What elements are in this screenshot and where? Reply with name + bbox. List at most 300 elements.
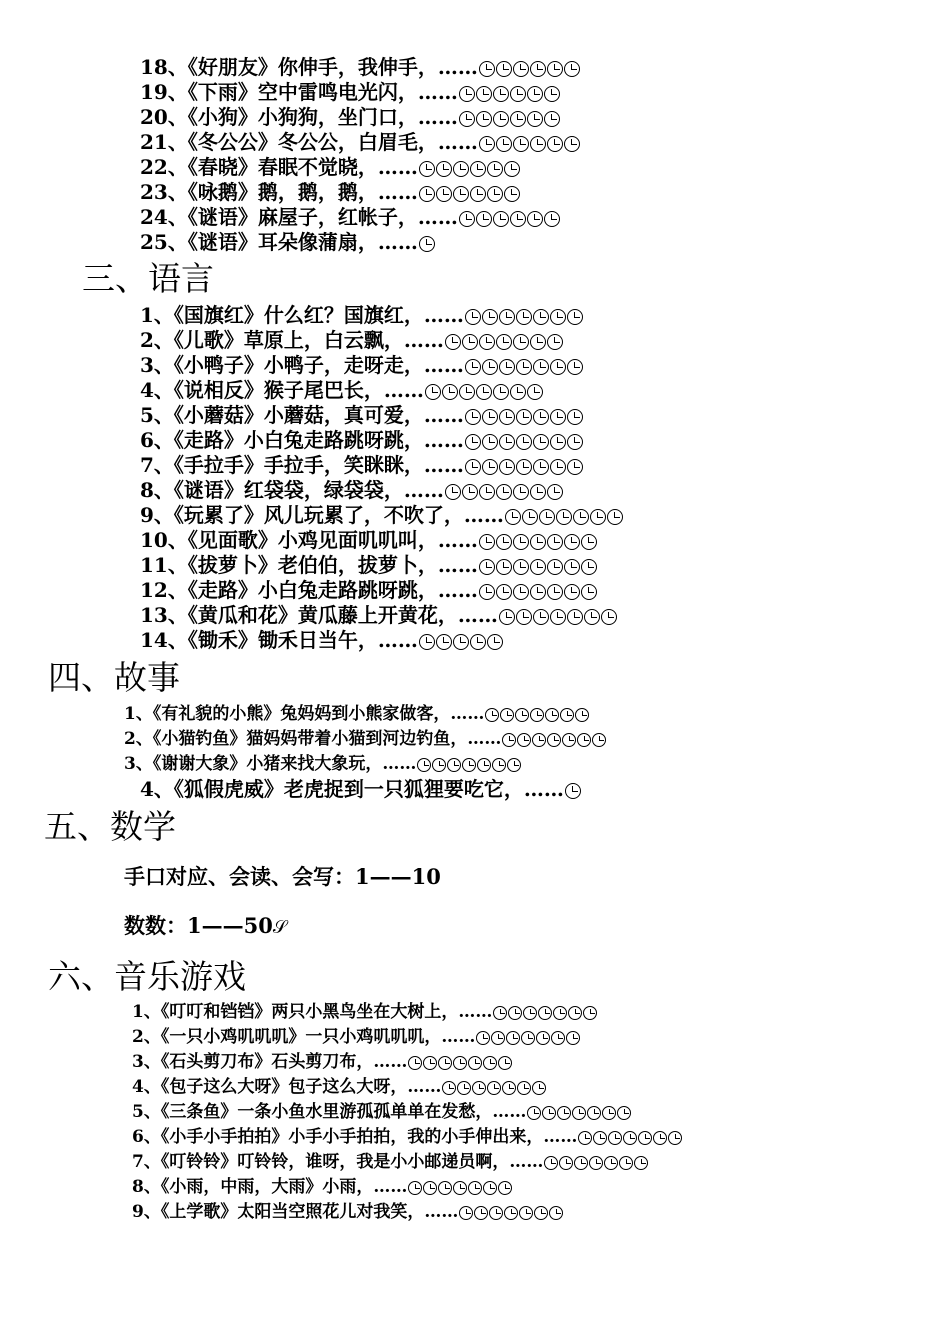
clock-icon [567,359,583,375]
clock-icon [572,1106,586,1120]
clock-icon [432,758,446,772]
clock-icon [474,1206,488,1220]
clock-icon-group [418,182,520,202]
clock-icon [567,609,583,625]
clock-icon [479,534,495,550]
clock-icon [487,634,503,650]
clock-icon [634,1156,648,1170]
clock-icon [607,509,623,525]
clock-icon [517,733,531,747]
clock-icon-group [478,57,580,77]
clock-icon [453,634,469,650]
clock-icon-group [458,207,560,227]
clock-icon [500,708,514,722]
clock-icon [533,359,549,375]
clock-icon [425,384,441,400]
clock-icon [436,634,452,650]
clock-icon [530,61,546,77]
clock-icon-group [464,305,583,325]
list-item: 3、《谢谢大象》小猪来找大象玩，…… [124,756,521,773]
clock-icon [550,609,566,625]
clock-icon [567,409,583,425]
clock-icon [560,708,574,722]
clock-icon [493,384,509,400]
clock-icon [423,1181,437,1195]
clock-icon [504,161,520,177]
clock-icon [547,334,563,350]
clock-icon [564,559,580,575]
clock-icon [496,61,512,77]
clock-icon [489,1206,503,1220]
clock-icon [590,509,606,525]
clock-icon [513,484,529,500]
clock-icon [550,409,566,425]
clock-icon [581,559,597,575]
clock-icon [583,1006,597,1020]
clock-icon [527,111,543,127]
clock-icon [485,708,499,722]
clock-icon [479,584,495,600]
clock-icon [542,1106,556,1120]
clock-icon [482,409,498,425]
clock-icon [465,459,481,475]
clock-icon [465,409,481,425]
clock-icon [530,334,546,350]
clock-icon [550,309,566,325]
clock-icon [436,161,452,177]
clock-icon [465,309,481,325]
clock-icon [527,86,543,102]
list-item: 14、《锄禾》锄禾日当午，…… [140,630,503,650]
section-heading-story: 四、故事 [48,658,180,697]
clock-icon [508,1006,522,1020]
clock-icon [447,758,461,772]
clock-icon [499,309,515,325]
clock-icon [506,1031,520,1045]
clock-icon [479,484,495,500]
clock-icon [479,559,495,575]
clock-icon [544,1156,558,1170]
list-item: 1、《国旗红》什么红？国旗红，…… [140,305,583,325]
clock-icon [493,1006,507,1020]
clock-icon [499,609,515,625]
clock-icon [556,509,572,525]
list-item: 5、《小蘑菇》小蘑菇，真可爱，…… [140,405,583,425]
clock-icon [476,211,492,227]
clock-icon [408,1056,422,1070]
clock-icon-group [407,1179,512,1196]
clock-icon [453,161,469,177]
clock-icon-group [498,605,617,625]
clock-icon [653,1131,667,1145]
list-item: 2、《儿歌》草原上，白云飘，…… [140,330,563,350]
clock-icon [419,236,435,252]
clock-icon [513,136,529,152]
list-item: 13、《黄瓜和花》黄瓜藤上开黄花，…… [140,605,617,625]
clock-icon [487,186,503,202]
clock-icon [581,584,597,600]
clock-icon [549,1206,563,1220]
clock-icon [483,1056,497,1070]
clock-icon [516,309,532,325]
clock-icon [482,359,498,375]
clock-icon-group [526,1104,631,1121]
clock-icon [521,1031,535,1045]
list-item: 4、《狐假虎威》老虎捉到一只狐狸要吃它，…… [140,779,581,799]
clock-icon [470,634,486,650]
clock-icon [530,584,546,600]
list-item: 3、《小鸭子》小鸭子，走呀走，…… [140,355,583,375]
clock-icon-group [464,455,583,475]
list-item: 1、《有礼貌的小熊》兔妈妈到小熊家做客，…… [124,706,589,723]
clock-icon [499,359,515,375]
clock-icon [510,384,526,400]
clock-icon [564,584,580,600]
clock-icon [498,1056,512,1070]
clock-icon [553,1006,567,1020]
clock-icon [530,136,546,152]
list-item: 23、《咏鹅》鹅，鹅，鹅，…… [140,182,520,202]
list-item: 5、《三条鱼》一条小鱼水里游孤孤单单在发愁，…… [132,1104,631,1121]
clock-icon [465,359,481,375]
clock-icon-group [444,480,563,500]
clock-icon [544,111,560,127]
clock-icon [468,1056,482,1070]
list-item: 21、《冬公公》冬公公，白眉毛，…… [140,132,580,152]
clock-icon [453,1056,467,1070]
clock-icon [547,534,563,550]
clock-icon [539,509,555,525]
clock-icon [479,334,495,350]
clock-icon [592,733,606,747]
clock-icon-group [416,756,521,773]
clock-icon [504,186,520,202]
clock-icon [564,136,580,152]
clock-icon [564,61,580,77]
clock-icon-group [458,107,560,127]
clock-icon [505,509,521,525]
clock-icon [417,758,431,772]
clock-icon-group [478,555,597,575]
clock-icon [559,1156,573,1170]
clock-icon [516,434,532,450]
clock-icon [482,309,498,325]
list-item: 18、《好朋友》你伸手，我伸手，…… [140,57,580,77]
clock-icon [530,559,546,575]
clock-icon [513,61,529,77]
clock-icon [513,534,529,550]
clock-icon [536,1031,550,1045]
clock-icon-group [543,1154,648,1171]
clock-icon-group [444,330,563,350]
clock-icon [476,384,492,400]
clock-icon-group [418,157,520,177]
clock-icon [547,584,563,600]
clock-icon [516,409,532,425]
clock-icon [550,434,566,450]
clock-icon [436,186,452,202]
clock-icon [668,1131,682,1145]
list-item: 12、《走路》小白兔走路跳呀跳，…… [140,580,597,600]
list-item: 7、《叮铃铃》叮铃铃，谁呀，我是小小邮递员啊，…… [132,1154,648,1171]
math-item: 数数：1——50𝒮 [124,913,287,938]
clock-icon [530,708,544,722]
clock-icon [602,1106,616,1120]
clock-icon [442,384,458,400]
list-item: 11、《拔萝卜》老伯伯，拔萝卜，…… [140,555,597,575]
clock-icon [550,459,566,475]
clock-icon [507,758,521,772]
clock-icon [513,584,529,600]
clock-icon [533,609,549,625]
clock-icon [516,359,532,375]
clock-icon [459,1206,473,1220]
clock-icon [459,86,475,102]
count-glyph: 𝒮 [272,917,287,938]
clock-icon [459,211,475,227]
clock-icon-group [458,82,560,102]
clock-icon [459,111,475,127]
clock-icon [577,733,591,747]
clock-icon [459,384,475,400]
clock-icon-group [564,779,581,799]
clock-icon [545,708,559,722]
list-item: 22、《春晓》春眠不觉晓，…… [140,157,520,177]
clock-icon [604,1156,618,1170]
list-item: 10、《见面歌》小鸡见面叽叽叫，…… [140,530,597,550]
clock-icon [468,1181,482,1195]
clock-icon [544,86,560,102]
clock-icon [533,309,549,325]
list-item: 4、《包子这么大呀》包子这么大呀，…… [132,1079,546,1096]
clock-icon [532,733,546,747]
clock-icon [423,1056,437,1070]
list-item: 2、《一只小鸡叽叽叽》一只小鸡叽叽叽，…… [132,1029,580,1046]
list-item: 7、《手拉手》手拉手，笑眯眯，…… [140,455,583,475]
clock-icon [470,186,486,202]
clock-icon [499,409,515,425]
clock-icon-group [418,630,503,650]
clock-icon [493,211,509,227]
clock-icon [568,1006,582,1020]
list-item: 8、《小雨，中雨，大雨》小雨，…… [132,1179,512,1196]
clock-icon [482,434,498,450]
clock-icon [562,733,576,747]
clock-icon-group [407,1054,512,1071]
clock-icon-group [577,1129,682,1146]
clock-icon [533,459,549,475]
clock-icon [623,1131,637,1145]
list-item: 20、《小狗》小狗狗，坐门口，…… [140,107,560,127]
clock-icon [593,1131,607,1145]
clock-icon [483,1181,497,1195]
clock-icon [617,1106,631,1120]
list-item: 9、《上学歌》太阳当空照花儿对我笑，…… [132,1204,563,1221]
clock-icon [589,1156,603,1170]
clock-icon [496,534,512,550]
clock-icon [513,559,529,575]
clock-icon-group [424,380,543,400]
clock-icon [547,559,563,575]
clock-icon [544,211,560,227]
clock-icon [502,1081,516,1095]
math-item: 手口对应、会读、会写：1——10 [124,864,441,889]
clock-icon [482,459,498,475]
clock-icon [533,434,549,450]
clock-icon [517,1081,531,1095]
clock-icon [567,309,583,325]
clock-icon-group [504,505,623,525]
clock-icon [515,708,529,722]
clock-icon-group [478,580,597,600]
list-item: 9、《玩累了》风儿玩累了，不吹了，…… [140,505,623,525]
list-item: 2、《小猫钓鱼》猫妈妈带着小猫到河边钓鱼，…… [124,731,606,748]
list-item: 6、《走路》小白兔走路跳呀跳，…… [140,430,583,450]
clock-icon [516,459,532,475]
clock-icon [476,1031,490,1045]
clock-icon [601,609,617,625]
clock-icon [499,459,515,475]
clock-icon [527,384,543,400]
clock-icon-group [492,1004,597,1021]
section-heading-language: 三、语言 [82,259,214,298]
clock-icon [547,733,561,747]
clock-icon [575,708,589,722]
clock-icon [567,434,583,450]
clock-icon [477,758,491,772]
clock-icon [419,634,435,650]
clock-icon [547,136,563,152]
list-item: 8、《谜语》红袋袋，绿袋袋，…… [140,480,563,500]
clock-icon [445,484,461,500]
clock-icon [538,1006,552,1020]
clock-icon-group [478,530,597,550]
clock-icon [513,334,529,350]
clock-icon [567,459,583,475]
clock-icon [487,1081,501,1095]
clock-icon [565,783,581,799]
section-heading-music-games: 六、音乐游戏 [48,957,246,996]
clock-icon [487,161,503,177]
clock-icon [445,334,461,350]
clock-icon-group [478,132,580,152]
clock-icon [496,334,512,350]
clock-icon [547,61,563,77]
clock-icon [472,1081,486,1095]
clock-icon [527,211,543,227]
clock-icon [496,136,512,152]
list-item: 19、《下雨》空中雷鸣电光闪，…… [140,82,560,102]
clock-icon [581,534,597,550]
clock-icon [573,509,589,525]
clock-icon [493,86,509,102]
clock-icon [557,1106,571,1120]
section-heading-math: 五、数学 [44,807,176,846]
clock-icon-group [458,1204,563,1221]
clock-icon [587,1106,601,1120]
clock-icon [496,484,512,500]
clock-icon-group [464,430,583,450]
clock-icon [453,186,469,202]
clock-icon [564,534,580,550]
clock-icon-group [501,731,606,748]
clock-icon [438,1181,452,1195]
clock-icon [516,609,532,625]
clock-icon [638,1131,652,1145]
clock-icon-group [464,405,583,425]
clock-icon [419,161,435,177]
clock-icon [533,409,549,425]
list-item: 1、《叮叮和铛铛》两只小黑鸟坐在大树上，…… [132,1004,597,1021]
clock-icon [492,758,506,772]
clock-icon-group [464,355,583,375]
clock-icon-group [418,232,435,252]
clock-icon [550,359,566,375]
clock-icon [530,484,546,500]
clock-icon [566,1031,580,1045]
clock-icon [462,334,478,350]
clock-icon [462,484,478,500]
clock-icon [523,1006,537,1020]
clock-icon [532,1081,546,1095]
clock-icon [502,733,516,747]
clock-icon [499,434,515,450]
clock-icon [470,161,486,177]
clock-icon [510,211,526,227]
clock-icon [510,86,526,102]
clock-icon [479,136,495,152]
clock-icon [491,1031,505,1045]
clock-icon [408,1181,422,1195]
clock-icon [457,1081,471,1095]
clock-icon [498,1181,512,1195]
clock-icon [527,1106,541,1120]
clock-icon-group [484,706,589,723]
clock-icon [496,559,512,575]
clock-icon [551,1031,565,1045]
clock-icon [476,111,492,127]
clock-icon [476,86,492,102]
clock-icon [547,484,563,500]
clock-icon-group [475,1029,580,1046]
clock-icon [619,1156,633,1170]
clock-icon [462,758,476,772]
clock-icon [534,1206,548,1220]
clock-icon-group [441,1079,546,1096]
list-item: 25、《谜语》耳朵像蒲扇，…… [140,232,435,252]
clock-icon [479,61,495,77]
clock-icon [438,1056,452,1070]
clock-icon [510,111,526,127]
clock-icon [419,186,435,202]
clock-icon [578,1131,592,1145]
clock-icon [504,1206,518,1220]
clock-icon [574,1156,588,1170]
clock-icon [496,584,512,600]
list-item: 3、《石头剪刀布》石头剪刀布，…… [132,1054,512,1071]
clock-icon [442,1081,456,1095]
clock-icon [453,1181,467,1195]
list-item: 6、《小手小手拍拍》小手小手拍拍，我的小手伸出来，…… [132,1129,682,1146]
list-item: 24、《谜语》麻屋子，红帐子，…… [140,207,560,227]
clock-icon [608,1131,622,1145]
clock-icon [530,534,546,550]
clock-icon [493,111,509,127]
clock-icon [519,1206,533,1220]
clock-icon [465,434,481,450]
list-item: 4、《说相反》猴子尾巴长，…… [140,380,543,400]
clock-icon [584,609,600,625]
